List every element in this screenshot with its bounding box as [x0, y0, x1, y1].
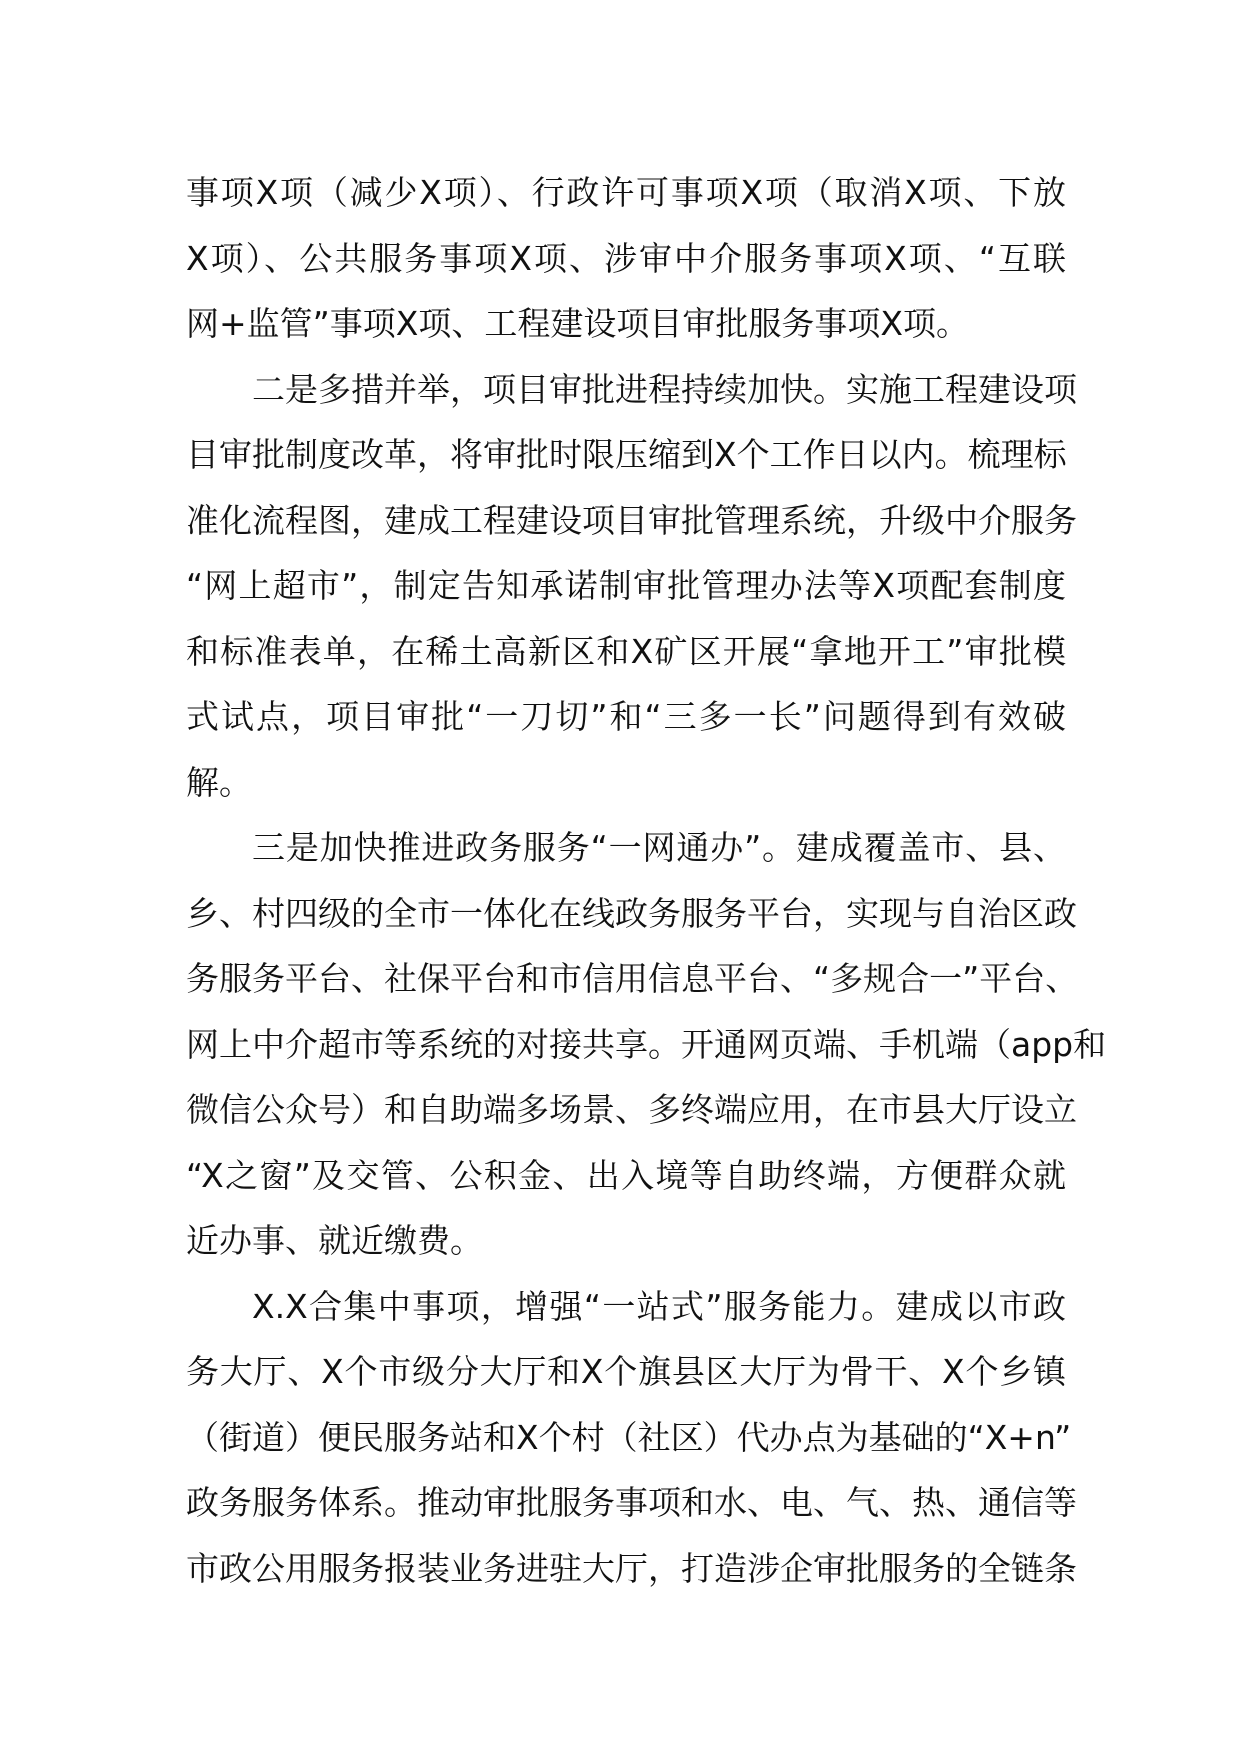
text-line: 微信公众号）和自助端多场景、多终端应用，在市县大厅设立	[186, 1090, 1077, 1129]
text-line: 市政公用服务报装业务进驻大厅，打造涉企审批服务的全链条	[186, 1548, 1077, 1588]
text-line: 解。	[186, 762, 252, 802]
text-line: “网上超市”，制定告知承诺制审批管理办法等X项配套制度	[186, 566, 1066, 605]
text-line: 事项X项（减少X项）、行政许可事项X项（取消X项、下放	[186, 173, 1066, 212]
text-line: 目审批制度改革，将审批时限压缩到X个工作日以内。梳理标	[186, 435, 1067, 474]
text-line: 乡、村四级的全市一体化在线政务服务平台，实现与自治区政	[186, 893, 1077, 933]
text-line: 二是多措并举，项目审批进程持续加快。实施工程建设项	[252, 369, 1077, 409]
text-line: 准化流程图，建成工程建设项目审批管理系统，升级中介服务	[186, 500, 1077, 540]
text-line: 近办事、就近缴费。	[186, 1221, 483, 1260]
text-line: 政务服务体系。推动审批服务事项和水、电、气、热、通信等	[186, 1483, 1077, 1522]
text-line: “X之窗”及交管、公积金、出入境等自助终端，方便群众就	[186, 1155, 1066, 1195]
text-line: 网+监管”事项X项、工程建设项目审批服务事项X项。	[186, 304, 969, 343]
paragraph	[186, 160, 1066, 357]
paragraph	[186, 815, 1107, 1274]
text-line: 式试点，项目审批“一刀切”和“三多一长”问题得到有效破	[186, 697, 1066, 736]
text-line: 务大厅、X个市级分大厅和X个旗县区大厅为骨干、X个乡镇	[186, 1352, 1066, 1391]
document-body	[186, 160, 1107, 1601]
text-line: （街道）便民服务站和X个村（社区）代办点为基础的“X+n”	[186, 1417, 1072, 1457]
text-line: 和标准表单，在稀土高新区和X矿区开展“拿地开工”审批模	[186, 631, 1066, 671]
text-line: 网上中介超市等系统的对接共享。开通网页端、手机端（app和	[186, 1024, 1107, 1064]
text-line: 三是加快推进政务服务“一网通办”。建成覆盖市、县、	[252, 828, 1066, 867]
paragraph	[186, 1274, 1077, 1602]
text-line: X.X合集中事项，增强“一站式”服务能力。建成以市政	[252, 1286, 1066, 1326]
text-line: X项）、公共服务事项X项、涉审中介服务事项X项、“互联	[186, 238, 1066, 278]
text-line: 务服务平台、社保平台和市信用信息平台、“多规合一”平台、	[186, 959, 1079, 998]
paragraph	[186, 357, 1077, 816]
